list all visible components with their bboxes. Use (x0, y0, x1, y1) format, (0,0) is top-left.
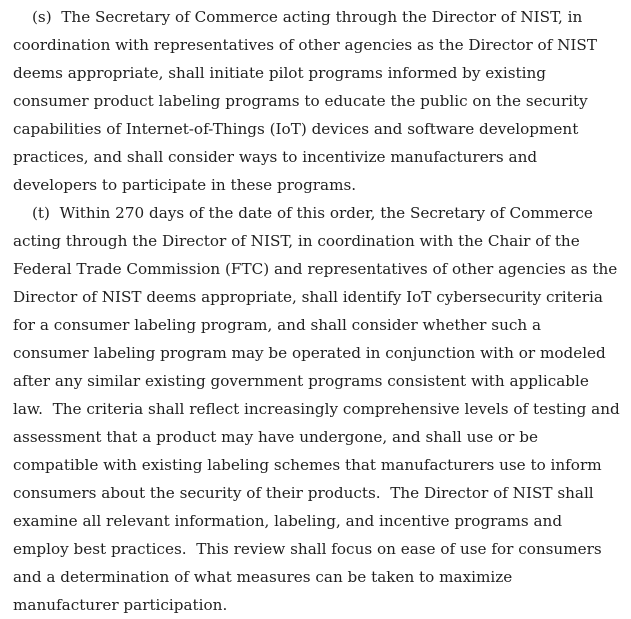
text-line: and a determination of what measures can be taken to maximize (13, 568, 513, 586)
text-line: consumer labeling program may be operated in conjunction with or modeled (13, 344, 606, 362)
text-line: law. The criteria shall reflect increasingly comprehensive levels of testing and (13, 400, 620, 418)
text-line: compatible with existing labeling schemes that manufacturers use to inform (13, 456, 602, 474)
text-line: practices, and shall consider ways to incentivize manufacturers and (13, 148, 538, 166)
text-line: consumers about the security of their products. The Director of NIST shall (13, 484, 594, 502)
text-line: after any similar existing government programs consistent with applicable (13, 372, 589, 390)
text-line: capabilities of Internet-of-Things (IoT) devices and software development (13, 120, 579, 138)
paragraph-s (0, 0, 631, 199)
text-line: Federal Trade Commission (FTC) and representatives of other agencies as the (13, 260, 618, 278)
text-line: coordination with representatives of other agencies as the Director of NIST (13, 36, 597, 54)
paragraph-t (0, 199, 631, 619)
text-line: employ best practices. This review shall focus on ease of use for consumers (13, 540, 602, 558)
text-line: (s) The Secretary of Commerce acting through the Director of NIST, in (32, 8, 583, 26)
text-line: for a consumer labeling program, and shall consider whether such a (13, 316, 542, 334)
text-line: consumer product labeling programs to educate the public on the security (13, 92, 588, 110)
text-line: examine all relevant information, labeling, and incentive programs and (13, 512, 563, 530)
text-line: Director of NIST deems appropriate, shall identify IoT cybersecurity criteria (13, 288, 603, 306)
text-line: deems appropriate, shall initiate pilot programs informed by existing (13, 64, 546, 82)
text-line: assessment that a product may have undergone, and shall use or be (13, 428, 538, 446)
text-line: (t) Within 270 days of the date of this order, the Secretary of Commerce (32, 204, 593, 222)
text-line: developers to participate in these programs. (13, 176, 357, 194)
text-line: manufacturer participation. (13, 596, 228, 614)
text-line: acting through the Director of NIST, in coordination with the Chair of the (13, 232, 580, 250)
